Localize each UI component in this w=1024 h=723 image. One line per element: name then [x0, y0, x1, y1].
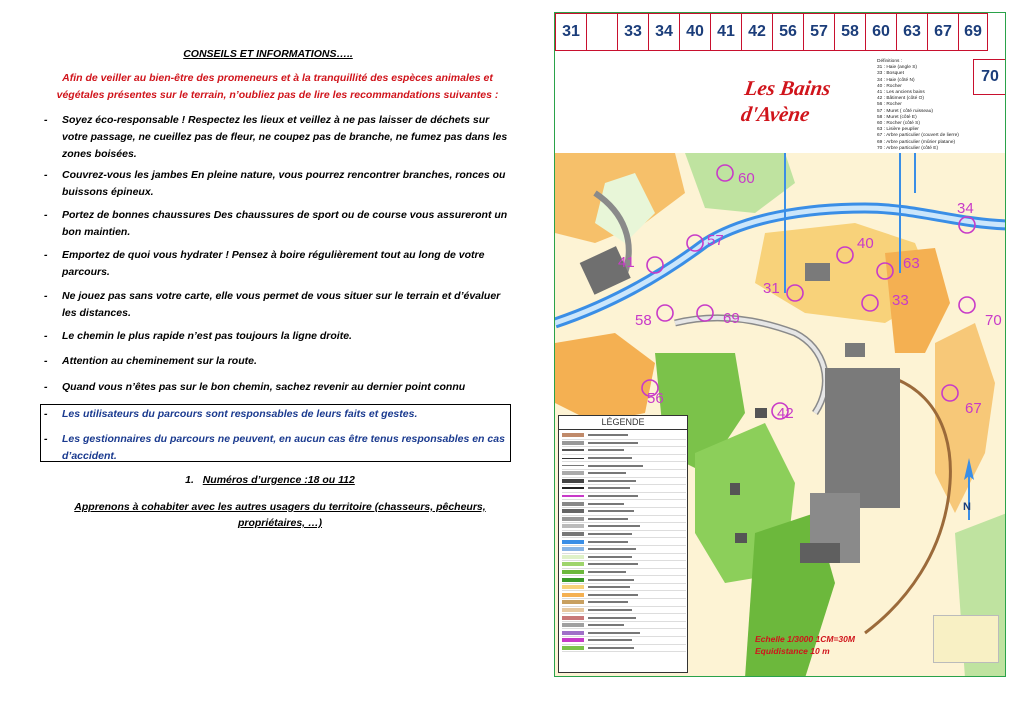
control-label: 58 [635, 312, 652, 329]
legend-row [562, 546, 686, 554]
svg-text:N: N [963, 501, 971, 513]
control-label: 41 [618, 254, 635, 271]
definition-item: 34 : Haie (côté N) [877, 77, 915, 83]
tip-dash: - [44, 114, 48, 126]
legend-row [562, 561, 686, 569]
map-title-line: d'Avène [739, 102, 812, 126]
control-code-box [586, 13, 618, 51]
control-label: 57 [707, 232, 724, 249]
control-label: 63 [903, 255, 920, 272]
definition-item: 70 : Arbre particulier (côté E) [877, 145, 939, 151]
legend-row [562, 516, 686, 524]
definition-item: 58 : Muret (côté E) [877, 114, 917, 120]
responsibility-item [44, 431, 514, 465]
responsibility-text: Les gestionnaires du parcours ne peuvent, en aucun cas être tenus responsables en cas d’accident. [62, 433, 505, 462]
tip-dash: - [44, 290, 48, 302]
control-label: 67 [965, 400, 982, 417]
legend-row [562, 576, 686, 584]
emergency-text: Numéros d’urgence :18 ou 112 [202, 474, 355, 486]
definition-item: 56 : Rocher [877, 102, 902, 108]
emergency-numbers [0, 474, 540, 486]
legend-row [562, 599, 686, 607]
legend-row [562, 538, 686, 546]
building [845, 343, 865, 357]
map-title-line: Les Bains [743, 76, 833, 100]
tip-item [44, 288, 514, 324]
building [800, 543, 840, 563]
control-code-box: 40 [679, 13, 711, 51]
definitions-title: Définitions : [877, 59, 903, 64]
tip-item [44, 247, 514, 283]
legend-row [562, 455, 686, 463]
definition-item: 41 : Les anciens bains [877, 90, 925, 96]
legend-row [562, 531, 686, 539]
control-definitions [877, 59, 972, 152]
definition-item: 60 : Rocher (côté S) [877, 121, 920, 127]
legend-row [562, 508, 686, 516]
control-code-box-extra: 70 [973, 59, 1006, 95]
legend-row [562, 478, 686, 486]
tip-dash: - [44, 355, 48, 367]
control-code-box: 67 [927, 13, 959, 51]
responsibility-item [44, 406, 514, 424]
legend-row [562, 485, 686, 493]
tip-text: Soyez éco-responsable ! Respectez les lieux et veillez à ne pas laisser de déchets sur votre passage, ne cueillez pas de fleur, ne coupez pas de branche, ne fumez pas dans les zones boisées. [62, 114, 508, 160]
responsibility-text: Les utilisateurs du parcours sont responsables de leurs faits et gestes. [62, 408, 418, 420]
tip-dash: - [44, 381, 48, 393]
definition-item: 67 : Arbre particulier (couvert de lierre) [877, 133, 959, 139]
control-label: 40 [857, 235, 874, 252]
legend-row [562, 470, 686, 478]
control-label: 33 [892, 292, 909, 309]
legend-row [562, 440, 686, 448]
legend-row [562, 500, 686, 508]
building [730, 483, 740, 495]
orienteering-map [554, 12, 1006, 677]
building [805, 263, 830, 281]
building [735, 533, 747, 543]
map-legend [558, 415, 688, 673]
info-intro: Afin de veiller au bien-être des promeneurs et à la tranquillité des espèces animales et végétales présentes sur le terrain, n’oubliez pas de lire les recommandations suivantes : [56, 72, 499, 101]
tip-item [44, 167, 514, 203]
tip-dash: - [44, 209, 48, 221]
info-title: CONSEILS ET INFORMATIONS….. [183, 48, 353, 60]
control-label: 31 [763, 280, 780, 297]
control-code-box: 31 [555, 13, 587, 51]
equidistance-line: Equidistance 10 m [755, 646, 830, 656]
control-code-box: 58 [834, 13, 866, 51]
control-code-box: 42 [741, 13, 773, 51]
tip-dash: - [44, 408, 48, 420]
control-label: 69 [723, 310, 740, 327]
definition-item: 69 : Arbre particulier (mûrier platane) [877, 139, 956, 145]
legend-row [562, 462, 686, 470]
control-label: 70 [985, 312, 1002, 329]
legend-row [562, 584, 686, 592]
tip-item [44, 112, 514, 164]
control-label: 56 [647, 390, 664, 407]
definition-item: 40 : Rocher [877, 83, 902, 89]
tip-text: Le chemin le plus rapide n’est pas toujours la ligne droite. [62, 330, 352, 342]
tip-text: Portez de bonnes chaussures Des chaussures de sport ou de course vous assureront un bon maintien. [62, 209, 508, 238]
building [755, 408, 767, 418]
legend-row [562, 607, 686, 615]
control-code-box: 34 [648, 13, 680, 51]
tip-item [44, 328, 514, 346]
legend-row [562, 493, 686, 501]
control-label: 34 [957, 200, 974, 217]
tip-item [44, 379, 514, 397]
tip-text: Quand vous n’êtes pas sur le bon chemin, sachez revenir au dernier point connu [62, 381, 466, 393]
control-code-box: 60 [865, 13, 897, 51]
legend-row [562, 614, 686, 622]
legend-row [562, 569, 686, 577]
tip-dash: - [44, 433, 48, 445]
control-label: 60 [738, 170, 755, 187]
definition-item: 33 : Bosquet [877, 71, 904, 77]
legend-row [562, 645, 686, 653]
control-code-box: 57 [803, 13, 835, 51]
tip-dash: - [44, 330, 48, 342]
definition-item: 31 : Haie (angle S) [877, 65, 917, 71]
tip-text: Emportez de quoi vous hydrater ! Pensez à boire régulièrement tout au long de votre parcours. [62, 249, 485, 278]
control-codes-row [555, 13, 987, 53]
tip-text: Attention au cheminement sur la route. [62, 355, 257, 367]
tip-text: Ne jouez pas sans votre carte, elle vous permet de vous situer sur le terrain et d’évaluer les distances. [62, 290, 501, 319]
definition-item: 57 : Muret ( côté ruisseau) [877, 108, 933, 114]
control-code-box: 56 [772, 13, 804, 51]
control-code-box: 63 [896, 13, 928, 51]
map-scale [755, 633, 855, 657]
north-arrow-icon [961, 458, 977, 528]
legend-row [562, 629, 686, 637]
tip-text: Couvrez-vous les jambes En pleine nature, vous pourrez rencontrer branches, ronces ou buissons épineux. [62, 169, 506, 198]
legend-row [562, 432, 686, 440]
cohabit-note: Apprenons à cohabiter avec les autres usagers du territoire (chasseurs, pêcheurs, propriétaires, …) [74, 501, 486, 529]
definition-item: 42 : Bâtiment (côté O) [877, 96, 924, 102]
map-title [739, 75, 832, 127]
building [825, 368, 900, 508]
scale-line: Echelle 1/3000 1CM=30M [755, 634, 855, 644]
legend-row [562, 591, 686, 599]
control-code-box: 41 [710, 13, 742, 51]
legend-row [562, 554, 686, 562]
legend-row [562, 637, 686, 645]
legend-row [562, 523, 686, 531]
legend-row [562, 622, 686, 630]
tip-item [44, 207, 514, 243]
tip-dash: - [44, 169, 48, 181]
definition-item: 63 : Lisière peuplier [877, 127, 919, 133]
emergency-list-number: 1. [185, 474, 194, 486]
legend-rows [562, 432, 686, 652]
control-code-box: 33 [617, 13, 649, 51]
map-credits [933, 615, 999, 663]
legend-title: LÉGENDE [559, 416, 687, 430]
control-label: 42 [777, 405, 794, 422]
tip-dash: - [44, 249, 48, 261]
legend-row [562, 447, 686, 455]
control-code-box: 69 [958, 13, 988, 51]
tip-item [44, 353, 514, 371]
